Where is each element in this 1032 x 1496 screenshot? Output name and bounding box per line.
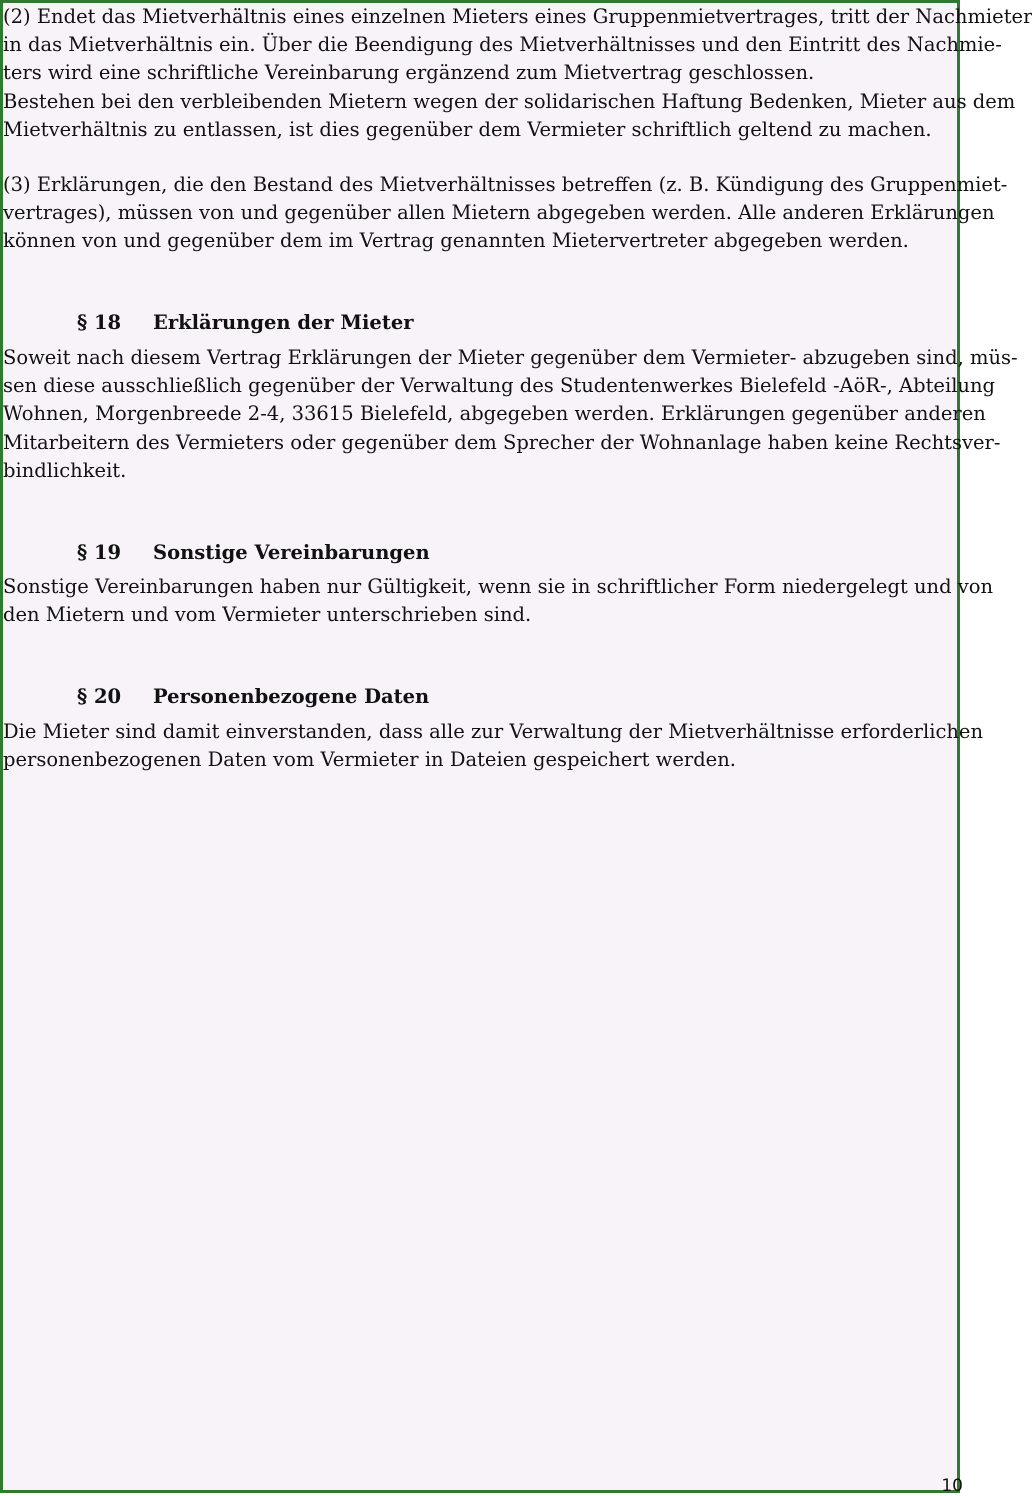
- section-20-body: [3, 718, 984, 774]
- section-19-heading: [77, 539, 430, 567]
- paragraph-line: (3) Erklärungen, die den Bestand des Mietverhältnisses betreffen (z. B. Kündigung des Gruppenmiet-: [3, 173, 1008, 196]
- section-18-body: [3, 344, 1018, 485]
- section-title: Personenbezogene Daten: [153, 685, 430, 708]
- paragraph-3: [3, 171, 1008, 256]
- paragraph-line: Sonstige Vereinbarungen haben nur Gültigkeit, wenn sie in schriftlicher Form niedergelegt und von: [3, 575, 994, 598]
- section-19-body: [3, 573, 994, 629]
- paragraph-line: (2) Endet das Mietverhältnis eines einzelnen Mieters eines Gruppenmietvertrages, tritt der Nachmieter: [3, 5, 1032, 28]
- section-18-heading: [77, 309, 414, 337]
- paragraph-line: Mietverhältnis zu entlassen, ist dies gegenüber dem Vermieter schriftlich geltend zu machen.: [3, 117, 932, 141]
- paragraph-line: Wohnen, Morgenbreede 2-4, 33615 Bielefeld, abgegeben werden. Erklärungen gegenüber anderen: [3, 402, 986, 426]
- paragraph-line: können von und gegenüber dem im Vertrag genannten Mietervertreter abgegeben werden.: [3, 229, 909, 253]
- section-number: § 20: [77, 685, 122, 708]
- paragraph-line: den Mietern und vom Vermieter unterschrieben sind.: [3, 603, 532, 627]
- paragraph-line: personenbezogenen Daten vom Vermieter in Dateien gespeichert werden.: [3, 748, 736, 772]
- section-number: § 19: [77, 541, 122, 564]
- section-title: Sonstige Vereinbarungen: [153, 541, 430, 564]
- section-number: § 18: [77, 311, 122, 334]
- document-page: [3, 3, 1032, 1496]
- paragraph-line: Bestehen bei den verbleibenden Mietern wegen der solidarischen Haftung Bedenken, Mieter aus dem: [3, 89, 1016, 113]
- paragraph-2: [3, 3, 1032, 144]
- paragraph-line: bindlichkeit.: [3, 458, 127, 482]
- section-title: Erklärungen der Mieter: [153, 311, 414, 334]
- paragraph-line: Mitarbeitern des Vermieters oder gegenüber dem Sprecher der Wohnanlage haben keine Rechtsver-: [3, 430, 1001, 454]
- paragraph-line: vertrages), müssen von und gegenüber allen Mietern abgegeben werden. Alle anderen Erklärungen: [3, 201, 995, 225]
- paragraph-line: in das Mietverhältnis ein. Über die Beendigung des Mietverhältnisses und den Eintritt des Nachmie-: [3, 33, 1002, 57]
- paragraph-line: Soweit nach diesem Vertrag Erklärungen der Mieter gegenüber dem Vermieter- abzugeben sind, müs-: [3, 346, 1018, 369]
- paragraph-line: sen diese ausschließlich gegenüber der Verwaltung des Studentenwerkes Bielefeld -AöR-, Abteilung: [3, 374, 996, 398]
- section-20-heading: [77, 683, 429, 711]
- paragraph-line: ters wird eine schriftliche Vereinbarung ergänzend zum Mietvertrag geschlossen.: [3, 61, 815, 85]
- paragraph-line: Die Mieter sind damit einverstanden, dass alle zur Verwaltung der Mietverhältnisse erforderlichen: [3, 720, 984, 743]
- page-number: 10: [941, 1476, 963, 1496]
